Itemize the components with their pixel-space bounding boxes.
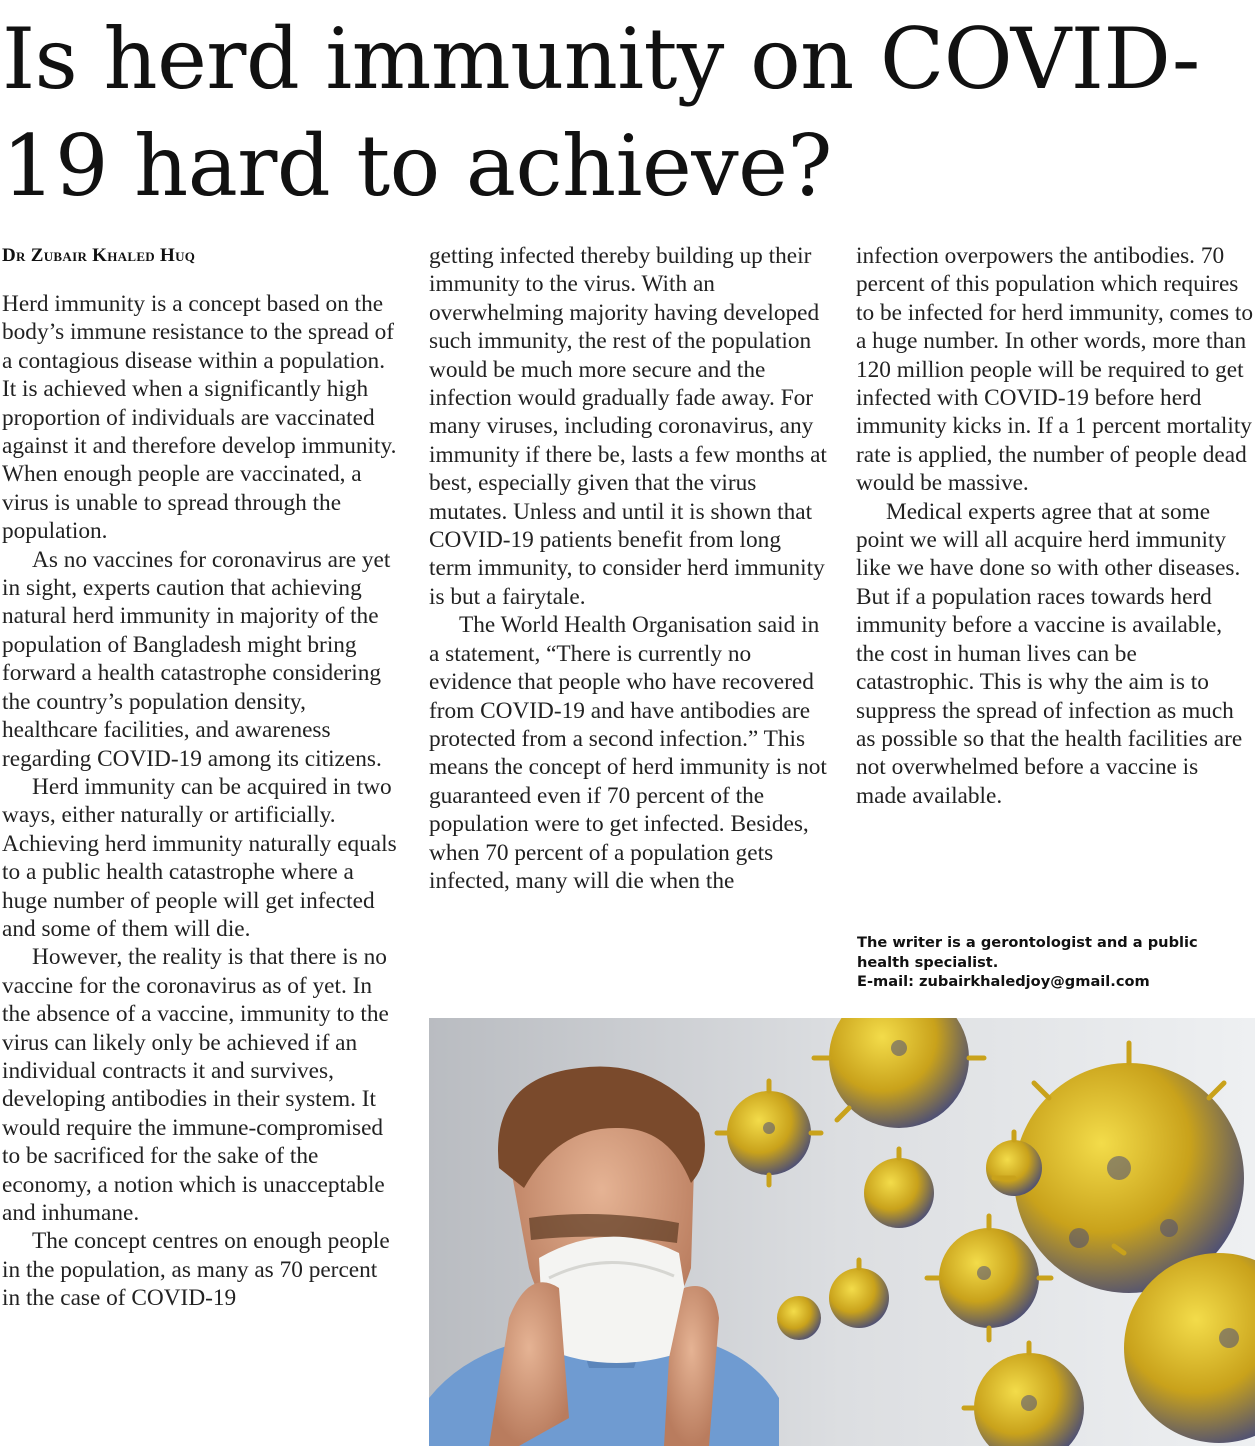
paragraph: Herd immunity is a concept based on the body’s immune resistance to the spread of a contagious disease within a population. It is achieved when a significantly high proportion of individuals are vaccinated against it and therefore develop immunity. When enough people are vaccinated, a virus is unable to spread through the population.	[2, 291, 397, 545]
headline: Is herd immunity on COVID-19 hard to achieve?	[2, 10, 1200, 215]
column-2	[429, 242, 827, 895]
paragraph: The World Health Organisation said in a statement, “There is currently no evidence that people who have recovered from COVID-19 and have antibodies are protected from a second infection.” This means the concept of herd immunity is not guaranteed even if 70 percent of the population were to get infected. Besides, when 70 percent of a population gets infected, many will die when the	[429, 612, 827, 894]
column-3	[856, 242, 1253, 810]
sneezing-man-coronavirus-illustration	[429, 1018, 1255, 1446]
paragraph: infection overpowers the antibodies. 70 percent of this population which requires to be infected for herd immunity, comes to a huge number. In other words, more than 120 million people will be required to get infected with COVID-19 before herd immunity kicks in. If a 1 percent mortality rate is applied, the number of people dead would be massive.	[856, 243, 1254, 497]
paragraph: Herd immunity can be acquired in two ways, either naturally or artificially. Achieving herd immunity naturally equals to a public health catastrophe where a huge number of people will get infected and some of them will die.	[2, 773, 397, 942]
paragraph: Medical experts agree that at some point we will all acquire herd immunity like we have done so with other diseases. But if a population races towards herd immunity before a vaccine is available, the cost in human lives can be catastrophic. This is why the aim is to suppress the spread of infection as much as possible so that the health facilities are not overwhelmed before a vaccine is made available.	[856, 498, 1243, 809]
author-bio: The writer is a gerontologist and a public health specialist.	[857, 934, 1198, 971]
author-email: E-mail: zubairkhaledjoy@gmail.com	[857, 973, 1150, 990]
byline	[2, 242, 400, 270]
paragraph: As no vaccines for coronavirus are yet in sight, experts caution that achieving natural herd immunity in majority of the population of Bangladesh might bring forward a health catastrophe considering the country’s population density, healthcare facilities, and awareness regarding COVID-19 among its citizens.	[2, 546, 391, 772]
article-photo	[429, 1018, 1255, 1446]
paragraph: getting infected thereby building up their immunity to the virus. With an overwhelming majority having developed such immunity, the rest of the population would be much more secure and the infection would gradually fade away. For many viruses, including coronavirus, any immunity if there be, lasts a few months at best, especially given that the virus mutates. Unless and until it is shown that COVID-19 patients benefit from long term immunity, to consider herd immunity is but a fairytale.	[429, 243, 827, 610]
paragraph: However, the reality is that there is no vaccine for the coronavirus as of yet. In the absence of a vaccine, immunity to the virus can likely only be achieved if an individual contracts it and survives, developing antibodies in their system. It would require the immune-compromised to be sacrificed for the sake of the economy, a notion which is unacceptable and inhumane.	[2, 944, 389, 1226]
byline-text: Dr Zubair Khaled Huq	[2, 245, 196, 266]
paragraph: The concept centres on enough people in the population, as many as 70 percent in the case of COVID-19	[2, 1228, 390, 1312]
column-1	[2, 242, 400, 1313]
author-note	[857, 933, 1253, 992]
